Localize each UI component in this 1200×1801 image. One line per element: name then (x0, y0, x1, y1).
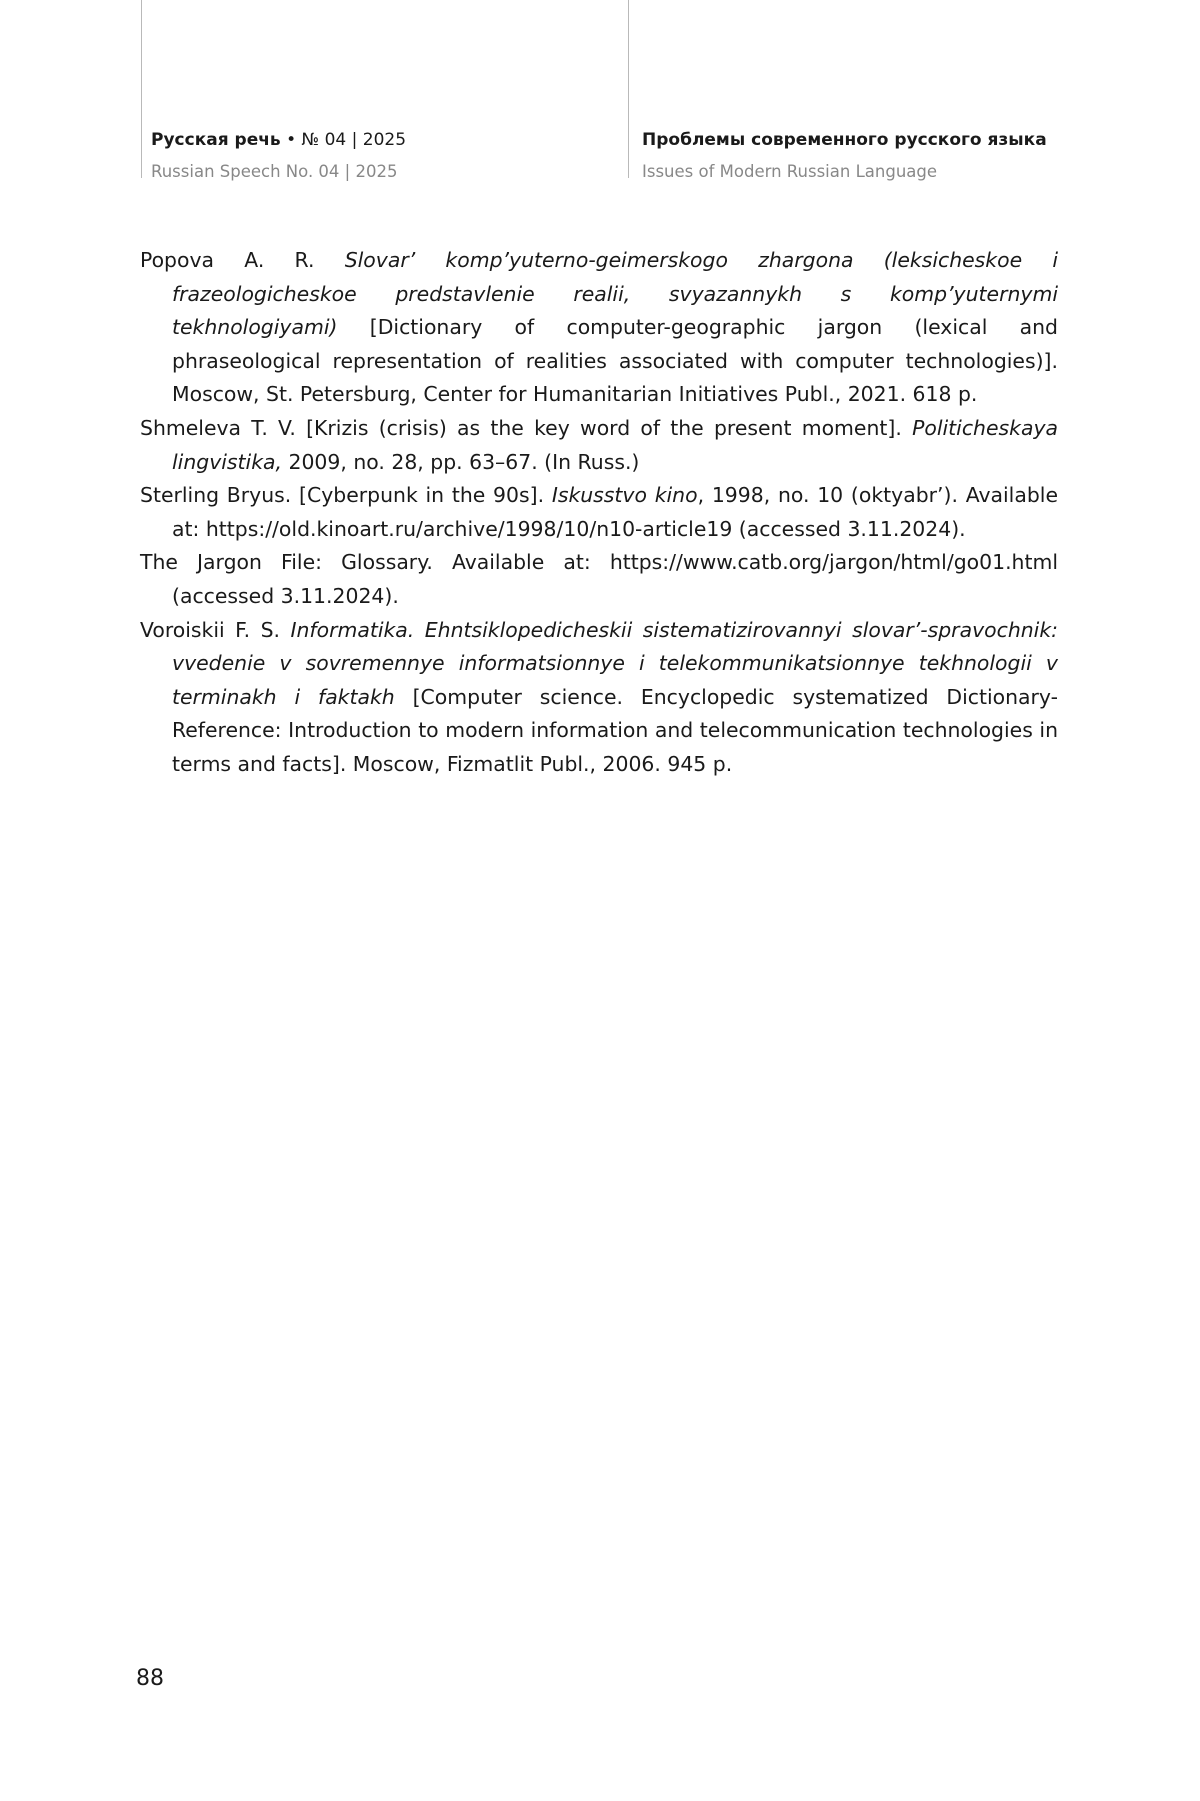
reference-item (140, 412, 1058, 479)
section-title-ru: Проблемы современного русского языка (642, 130, 1047, 150)
reference-details: [Dictionary of computer-geographic jargon (lexical and phraseological representation of realities associated with computer technologies)]. Moscow, St. Petersburg, Center for Humanitarian Initiatives Publ., 2021. 618 p. (172, 315, 1058, 407)
running-header-right (642, 124, 1047, 188)
reference-author: Sterling Bryus. (140, 483, 292, 508)
reference-text: The Jargon File: Glossary. Available at: https://www.catb.org/jargon/html/go01.html (accessed 3.11.2024). (140, 550, 1058, 608)
header-divider-left (141, 0, 142, 178)
reference-author: Voroiskii F. S. (140, 617, 281, 642)
section-title-en: Issues of Modern Russian Language (642, 162, 938, 181)
journal-title-ru: Русская речь (151, 130, 281, 150)
reference-details: 2009, no. 28, pp. 63–67. (In Russ.) (288, 449, 640, 474)
reference-title: Iskusstvo kino (551, 483, 698, 508)
reference-details: [Computer science. Encyclopedic systematized Dictionary-Reference: Introduction to modern information and telecommunication technologies in terms and facts]. Moscow, Fizmatlit Publ., 2006. 945 p. (172, 684, 1058, 776)
journal-title-en: Russian Speech No. 04 | 2025 (151, 162, 398, 181)
reference-translated-title: [Cyberpunk in the 90s]. (299, 483, 545, 508)
reference-list (140, 244, 1058, 782)
reference-item (140, 479, 1058, 546)
reference-author: Popova A. R. (140, 248, 315, 272)
header-divider-right (628, 0, 629, 178)
reference-item (140, 244, 1058, 412)
reference-translated-title: [Krizis (crisis) as the key word of the present moment]. (306, 415, 902, 440)
header-bullet: • (286, 130, 297, 150)
reference-title: Informatika. Ehntsiklopedicheskii sistematizirovannyi slovar’-spravochnik: vvedenie v sovremennye informatsionnye i telekommunikatsionnye tekhnologii v terminakh i faktakh (172, 617, 1059, 709)
running-header-left (151, 124, 406, 188)
reference-item (140, 614, 1058, 782)
reference-details: , 1998, no. 10 (oktyabr’). Available at: https://old.kinoart.ru/archive/1998/10/n10-article19 (accessed 3.11.2024). (172, 483, 1058, 541)
reference-item (140, 546, 1058, 613)
reference-title: Politicheskaya lingvistika, (172, 415, 1059, 474)
page-number: 88 (136, 1666, 164, 1691)
reference-title: Slovar’ komp’yuterno-geimerskogo zhargona (leksicheskoe i frazeologicheskoe predstavlenie realii, svyazannykh s komp’yuternymi tekhnologiyami) (172, 248, 1059, 340)
reference-author: Shmeleva T. V. (140, 415, 296, 440)
issue-number-ru: № 04 | 2025 (301, 130, 407, 150)
